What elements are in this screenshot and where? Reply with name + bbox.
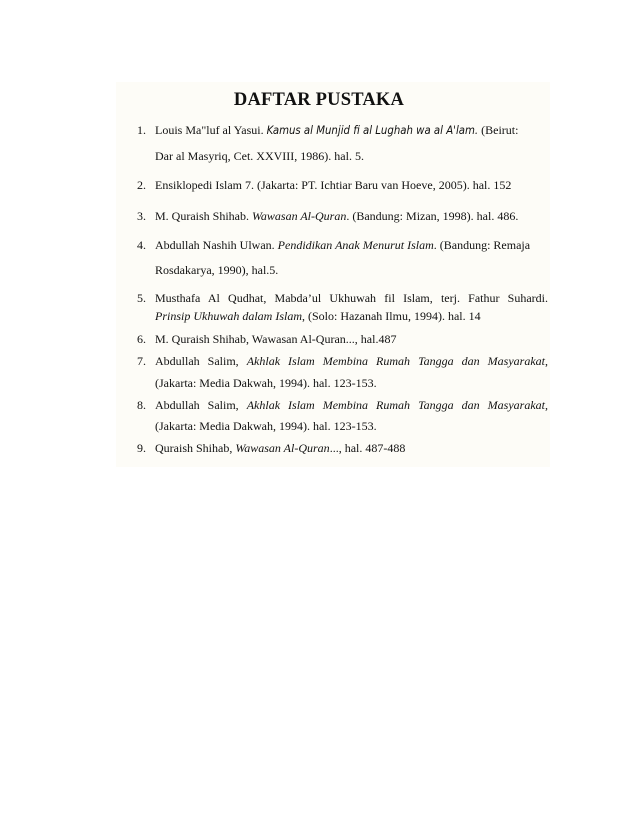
- entry-9-pages: ..., hal. 487-488: [329, 441, 406, 455]
- entry-6-line-1: M. Quraish Shihab, Wawasan Al-Quran..., hal.487: [155, 332, 397, 346]
- entry-3-author: M. Quraish Shihab.: [155, 209, 252, 223]
- entry-5-line-1: Musthafa Al Qudhat, Mabda’ul Ukhuwah fil Islam, terj. Fathur Suhardi.: [155, 291, 548, 305]
- entry-8-line-2: (Jakarta: Media Dakwah, 1994). hal. 123-153.: [155, 419, 377, 433]
- entry-7-number: 7.: [137, 354, 146, 368]
- entry-5-line-2: [155, 308, 548, 324]
- entry-1-publisher: (Beirut:: [478, 123, 519, 137]
- entry-8-number: 8.: [137, 398, 146, 412]
- entry-2-line-1: Ensiklopedi Islam 7. (Jakarta: PT. Ichtiar Baru van Hoeve, 2005). hal. 152: [155, 178, 512, 192]
- entry-3-title: Wawasan Al-Quran: [252, 209, 347, 223]
- entry-4-publisher: . (Bandung: Remaja: [433, 238, 531, 252]
- entry-4-author: Abdullah Nashih Ulwan.: [155, 238, 278, 252]
- entry-8-author: Abdullah Salim,: [155, 398, 247, 412]
- entry-9-line-1: [155, 440, 548, 456]
- entry-3-number: 3.: [137, 209, 146, 223]
- entry-1-author: Louis Ma"luf al Yasui.: [155, 123, 267, 137]
- entry-4-title: Pendidikan Anak Menurut Islam: [277, 238, 434, 252]
- entry-2-number: 2.: [137, 178, 146, 192]
- entry-7-punct: ,: [545, 354, 548, 368]
- page-title: DAFTAR PUSTAKA: [233, 90, 405, 110]
- entry-7-line-1: [155, 353, 548, 369]
- entry-3-publisher: . (Bandung: Mizan, 1998). hal. 486.: [346, 209, 519, 223]
- entry-6-number: 6.: [137, 332, 146, 346]
- entry-7-title: Akhlak Islam Membina Rumah Tangga dan Masyarakat: [246, 354, 545, 368]
- entry-3-line-1: [155, 208, 548, 224]
- entry-1-line-1: [155, 122, 548, 139]
- entry-7-line-2: (Jakarta: Media Dakwah, 1994). hal. 123-153.: [155, 376, 377, 390]
- entry-1-line-2: Dar al Masyriq, Cet. XXVIII, 1986). hal. 5.: [155, 149, 364, 163]
- entry-4-number: 4.: [137, 238, 146, 252]
- entry-4-line-2: Rosdakarya, 1990), hal.5.: [155, 263, 279, 277]
- entry-5-number: 5.: [137, 291, 146, 305]
- entry-1-number: 1.: [137, 123, 146, 137]
- entry-8-title: Akhlak Islam Membina Rumah Tangga dan Masyarakat,: [246, 398, 548, 412]
- entry-5-publisher: , (Solo: Hazanah Ilmu, 1994). hal. 14: [302, 309, 481, 323]
- entry-9-title: Wawasan Al-Quran: [235, 441, 330, 455]
- entry-5-title: Prinsip Ukhuwah dalam Islam: [155, 309, 302, 323]
- entry-8-line-1: [155, 397, 548, 413]
- entry-9-author: Quraish Shihab,: [155, 441, 236, 455]
- entry-4-line-1: [155, 237, 548, 253]
- entry-9-number: 9.: [137, 441, 146, 455]
- entry-7-author: Abdullah Salim,: [155, 354, 247, 368]
- entry-1-title: Kamus al Munjid fi al Lughah wa al A'lam.: [266, 124, 479, 137]
